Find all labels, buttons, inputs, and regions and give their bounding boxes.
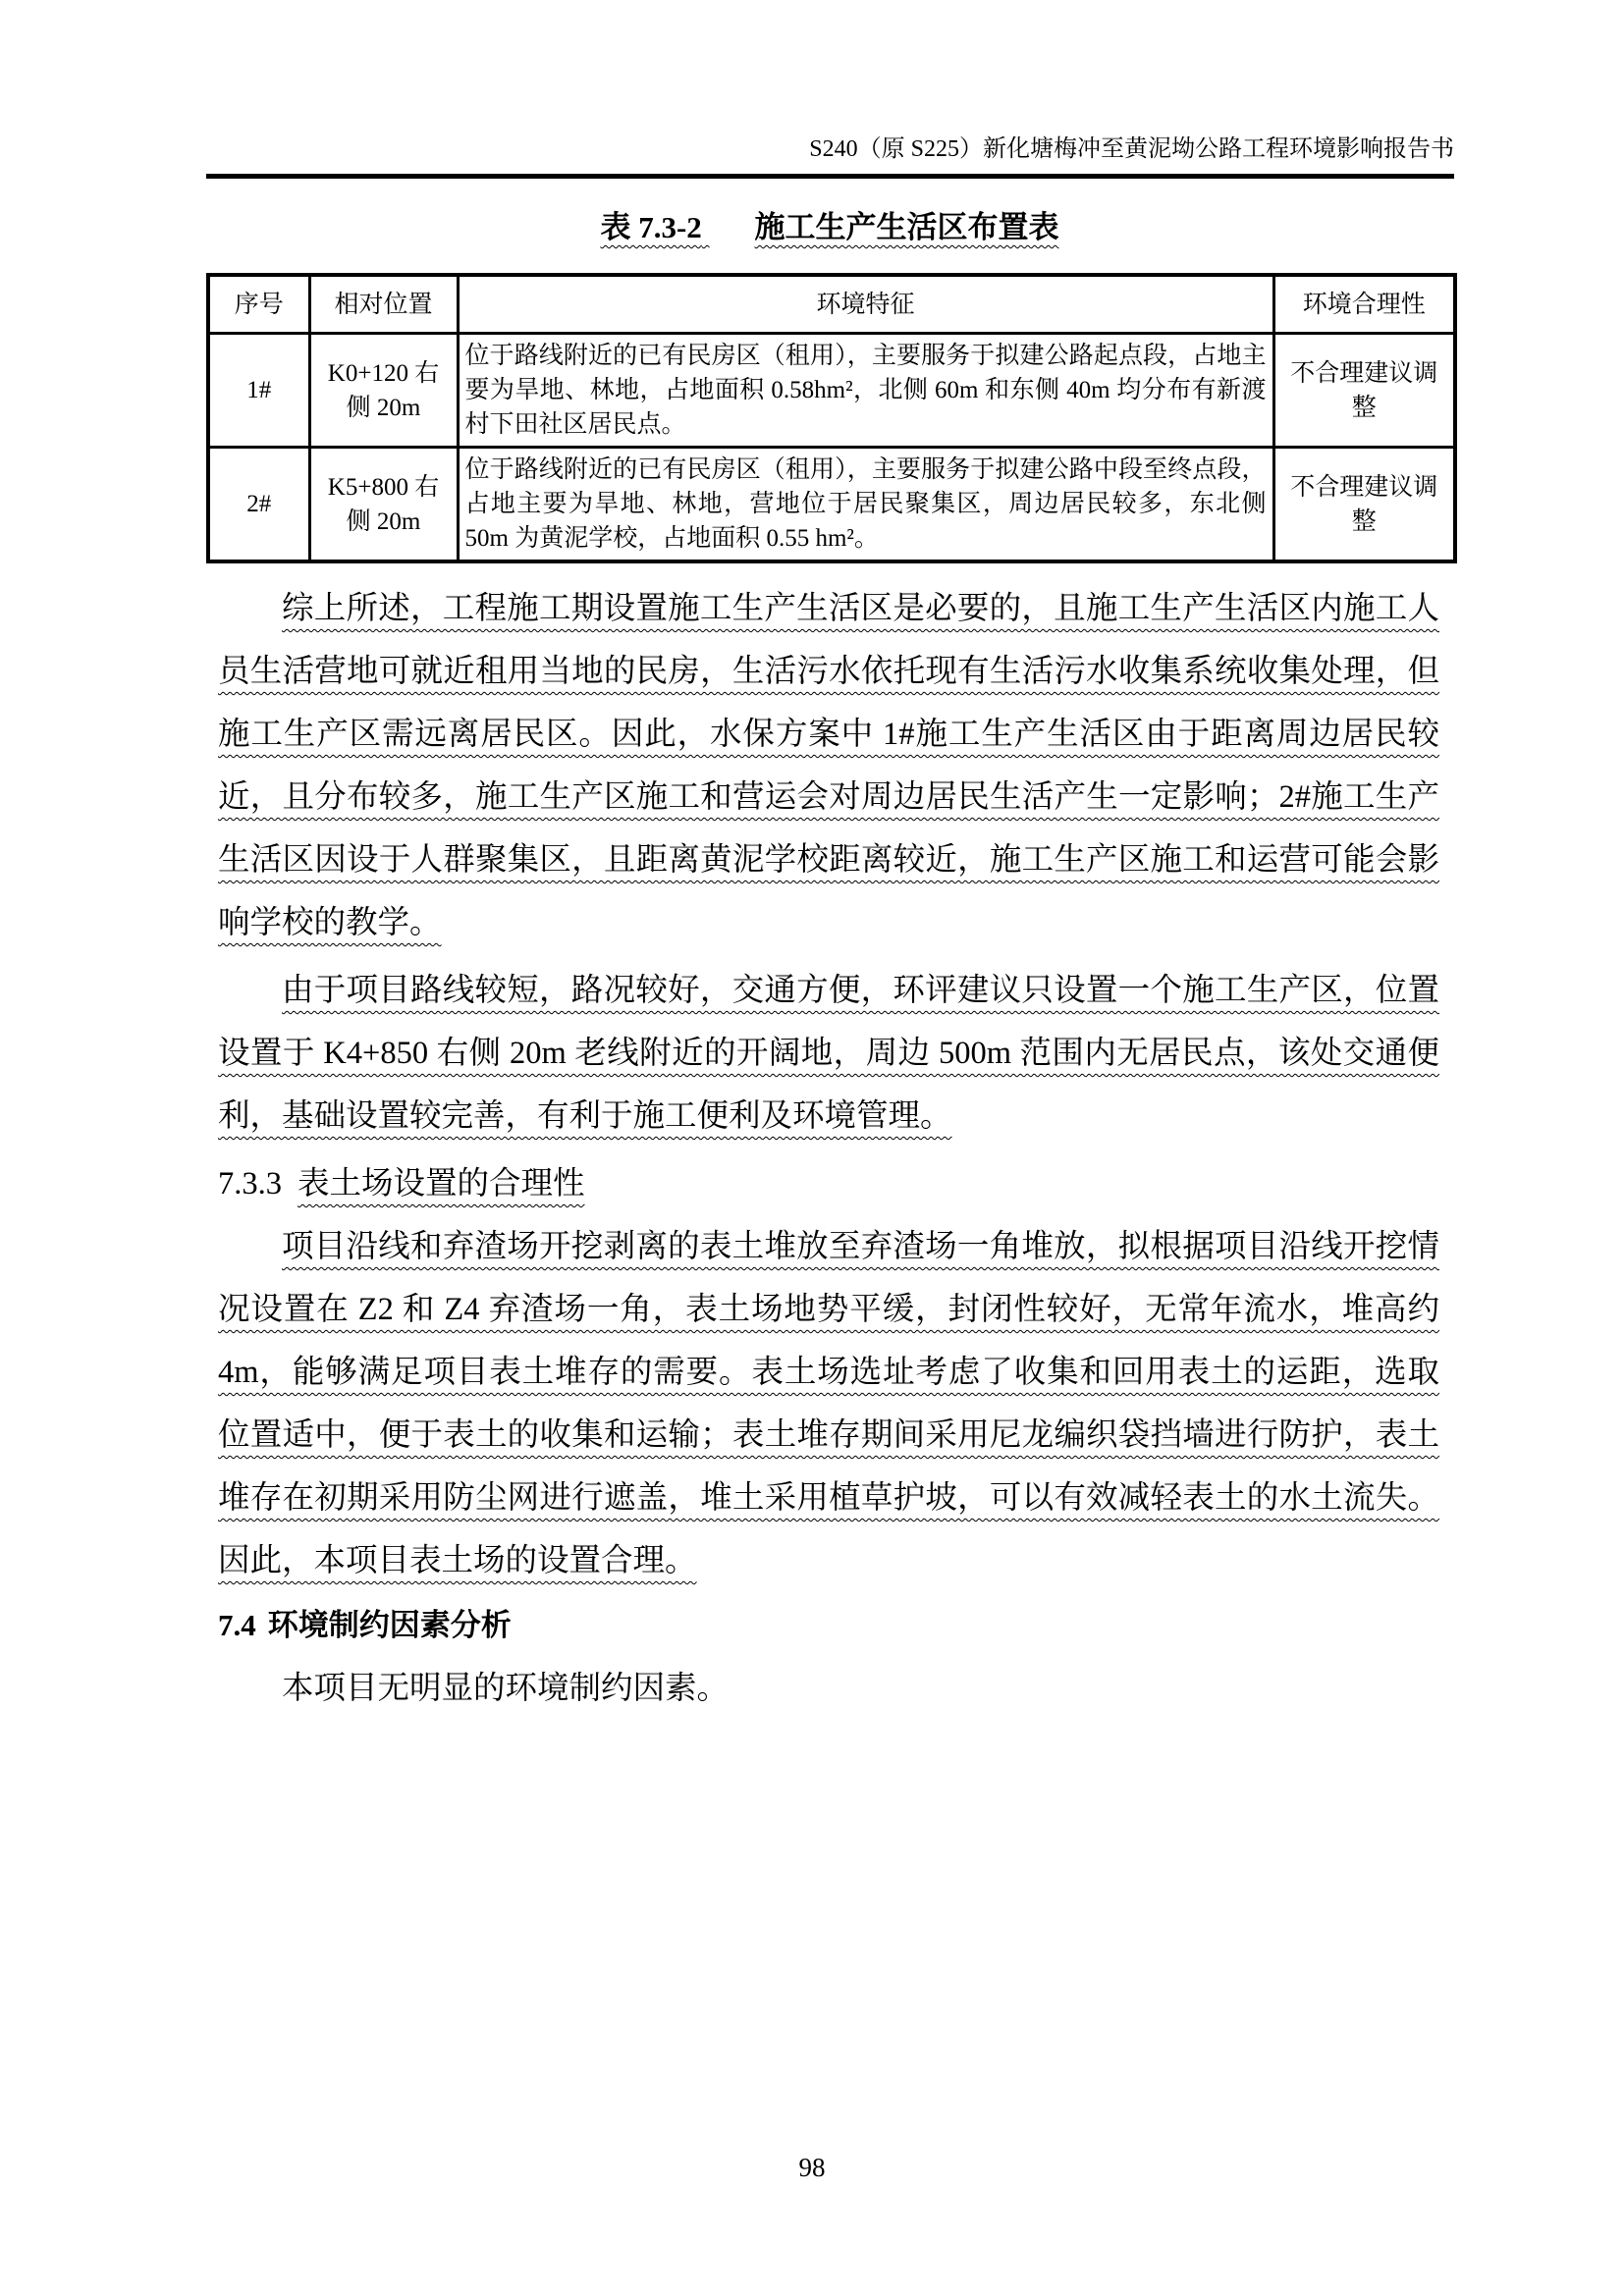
page-number: 98 [798, 2153, 826, 2182]
heading-7-3-3-title: 表土场设置的合理性 [298, 1166, 585, 1201]
row2-rationality: 不合理建议调整 [1273, 448, 1455, 562]
page-footer [0, 2153, 1624, 2183]
heading-7-4 [218, 1594, 1439, 1657]
column-header-serial: 序号 [208, 275, 309, 334]
page-header [206, 133, 1454, 179]
heading-7-4-number: 7.4 [218, 1608, 256, 1642]
heading-7-3-3-number: 7.3.3 [218, 1166, 282, 1201]
body-text [218, 577, 1439, 1720]
table-caption-label: 表 7.3-2 [600, 210, 702, 244]
table-caption-title: 施工生产生活区布置表 [754, 210, 1059, 244]
row1-position: K0+120 右侧 20m [309, 334, 458, 448]
paragraph-topsoil: 项目沿线和弃渣场开挖剥离的表土堆放至弃渣场一角堆放，拟根据项目沿线开挖情况设置在 Z2 和 Z4 弃渣场一角，表土场地势平缓，封闭性较好，无常年流水，堆高约 4m，能够满足项目表土堆存的需要。表土场选址考虑了收集和回用表土的运距，选取位置适中，便于表土的收集和运输；表土堆存期间采用尼龙编织袋挡墙进行防护，表土堆存在初期采用防尘网进行遮盖，堆土采用植草护坡，可以有效减轻表土的水土流失。因此，本项目表土场的设置合理。 [218, 1229, 1439, 1578]
production-living-area-table [206, 273, 1457, 563]
row2-position: K5+800 右侧 20m [309, 448, 458, 562]
column-header-feature: 环境特征 [458, 275, 1273, 334]
heading-7-4-title: 环境制约因素分析 [267, 1608, 512, 1642]
column-header-position: 相对位置 [309, 275, 458, 334]
table-row [208, 448, 1455, 562]
column-header-rationality: 环境合理性 [1273, 275, 1455, 334]
paragraph-recommendation: 由于项目路线较短，路况较好，交通方便，环评建议只设置一个施工生产区，位置设置于 K4+850 右侧 20m 老线附近的开阔地，周边 500m 范围内无居民点，该处交通便利，基础设置较完善，有利于施工便利及环境管理。 [218, 973, 1439, 1134]
header-title: S240（原 S225）新化塘梅冲至黄泥坳公路工程环境影响报告书 [809, 136, 1454, 162]
table-header-row [208, 275, 1455, 334]
table-row [208, 334, 1455, 448]
row2-serial: 2# [208, 448, 309, 562]
paragraph-summary: 综上所述，工程施工期设置施工生产生活区是必要的，且施工生产生活区内施工人员生活营地可就近租用当地的民房，生活污水依托现有生活污水收集系统收集处理，但施工生产区需远离居民区。因此，水保方案中 1#施工生产生活区由于距离周边居民较近，且分布较多，施工生产区施工和营运会对周边居民生活产生一定影响；2#施工生产生活区因设于人群聚集区，且距离黄泥学校距离较近，施工生产区施工和运营可能会影响学校的教学。 [218, 591, 1439, 940]
row1-rationality: 不合理建议调整 [1273, 334, 1455, 448]
heading-7-3-3 [218, 1152, 1439, 1215]
table-caption-underline [600, 210, 1058, 244]
paragraph-constraint: 本项目无明显的环境制约因素。 [282, 1671, 730, 1706]
row1-feature: 位于路线附近的已有民房区（租用），主要服务于拟建公路起点段，占地主要为旱地、林地，占地面积 0.58hm²，北侧 60m 和东侧 40m 均分布有新渡村下田社区居民点。 [458, 334, 1273, 448]
table-caption [206, 206, 1453, 249]
row1-serial: 1# [208, 334, 309, 448]
row2-feature: 位于路线附近的已有民房区（租用），主要服务于拟建公路中段至终点段，占地主要为旱地、林地，营地位于居民聚集区，周边居民较多，东北侧 50m 为黄泥学校，占地面积 0.55 hm²。 [458, 448, 1273, 562]
